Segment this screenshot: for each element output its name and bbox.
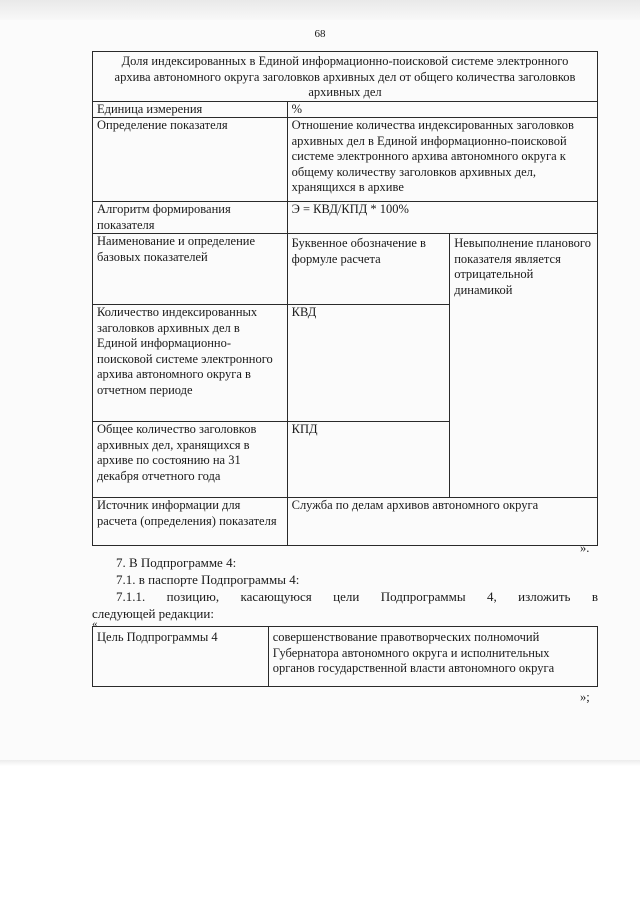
kpd-label: Общее количество заголовков архивных дел, хранящихся в архиве по состоянию на 31 декабря отчетного года (93, 422, 288, 498)
table-row (93, 52, 598, 102)
paragraph-7-1-1-continued: следующей редакции: (92, 606, 214, 621)
kpd-symbol: КПД (287, 422, 450, 498)
table-row (93, 234, 598, 305)
paragraph-7-1: 7.1. в паспорте Подпрограммы 4: (116, 572, 300, 587)
opening-quote: « (92, 618, 98, 630)
indicator-title: Доля индексированных в Единой информационно-поисковой системе электронного архива автономного округа заголовков архивных дел от общего количества заголовков архивных дел (93, 52, 598, 102)
paragraph-7-1-1: 7.1.1. позицию, касающуюся цели Подпрограммы 4, изложить в (116, 589, 598, 604)
source-value: Служба по делам архивов автономного округа (287, 498, 597, 546)
table-row (93, 101, 598, 118)
scan-bottom-edge (0, 760, 640, 766)
goal-value: совершенствование правотворческих полномочий Губернатора автономного округа и исполнительных органов государственной власти автономного округа (268, 627, 597, 687)
table-row (93, 498, 598, 546)
scan-top-edge (0, 0, 640, 20)
source-label: Источник информации для расчета (определения) показателя (93, 498, 288, 546)
indicator-table (92, 51, 598, 546)
table-row (93, 627, 598, 687)
definition-label: Определение показателя (93, 118, 288, 202)
goal-label: Цель Подпрограммы 4 (93, 627, 269, 687)
algorithm-value: Э = КВД/КПД * 100% (287, 202, 597, 234)
kvd-symbol: КВД (287, 305, 450, 422)
indicator-table-closing-mark: ». (580, 541, 590, 555)
definition-value: Отношение количества индексированных заголовков архивных дел в Единой информационно-поисковой системе электронного архива автономного округа к общему количеству заголовков архивных дел, хранящихся в архиве (287, 118, 597, 202)
unit-label: Единица измерения (93, 101, 288, 118)
page-number: 68 (314, 28, 326, 40)
failure-note: Невыполнение планового показателя является отрицательной динамикой (450, 234, 598, 498)
algorithm-label: Алгоритм формирования показателя (93, 202, 288, 234)
table-row (93, 202, 598, 234)
paragraph-7: 7. В Подпрограмме 4: (116, 555, 237, 570)
table-row (93, 118, 598, 202)
symbol-label: Буквенное обозначение в формуле расчета (287, 234, 450, 305)
goal-table (92, 626, 598, 687)
kvd-label: Количество индексированных заголовков архивных дел в Единой информационно-поисковой системе электронного архива автономного округа в отчетном периоде (93, 305, 288, 422)
base-indicators-label: Наименование и определение базовых показателей (93, 234, 288, 305)
goal-table-closing-mark: »; (580, 690, 590, 704)
unit-value: % (287, 101, 597, 118)
